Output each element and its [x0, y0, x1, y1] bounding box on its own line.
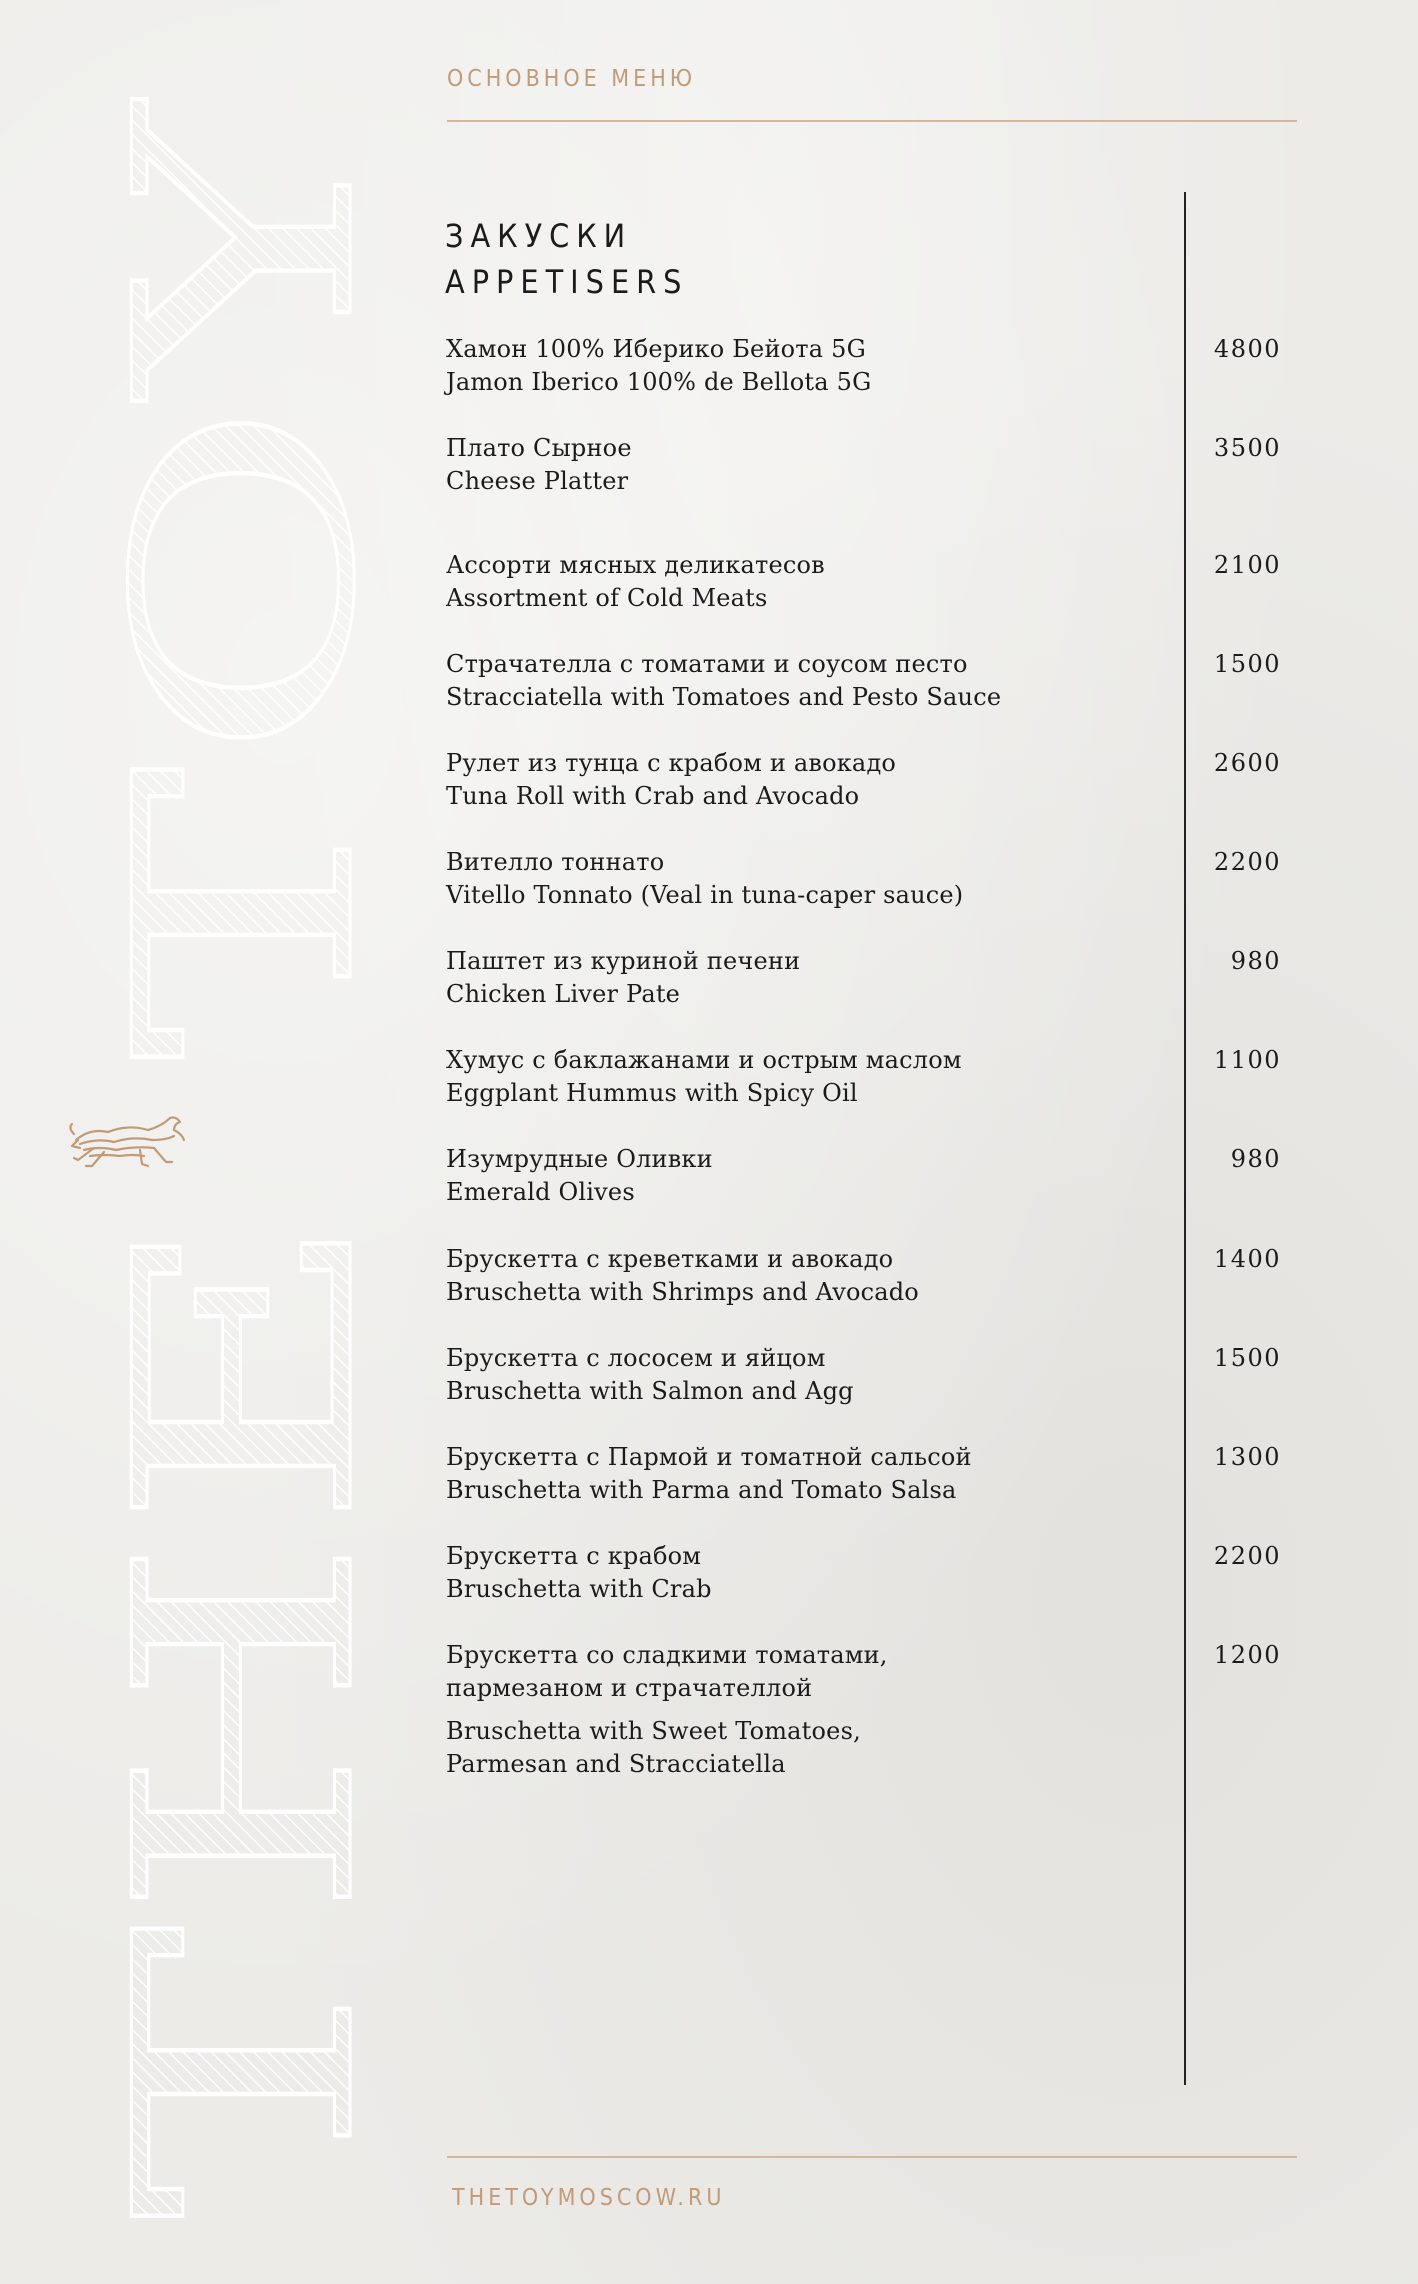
website-link[interactable]: THETOYMOSCOW.RU [452, 2185, 726, 2211]
menu-item [446, 432, 1326, 498]
bottom-divider [447, 2156, 1297, 2158]
running-dog-icon [70, 1110, 188, 1170]
menu-item [446, 1639, 1326, 1781]
item-price: 2600 [1213, 749, 1281, 777]
item-name-ru: Плато Сырное [446, 434, 632, 462]
menu-item [446, 846, 1326, 912]
menu-item [446, 648, 1326, 714]
brand-logo-text: THE TOY [72, 785, 421, 2220]
item-price: 2200 [1213, 1542, 1281, 1570]
item-name-ru: Брускетта со сладкими томатами, пармезаном и страчателлой [446, 1641, 888, 1702]
item-name-en: Vitello Tonnato (Veal in tuna-caper sauce) [446, 881, 964, 909]
menu-item [446, 549, 1326, 615]
section-label: ОСНОВНОЕ МЕНЮ [447, 66, 697, 92]
menu-item [446, 1243, 1326, 1309]
item-name-en: Bruschetta with Sweet Tomatoes, Parmesan and Stracciatella [446, 1717, 861, 1778]
item-price: 1500 [1213, 1344, 1281, 1372]
item-price: 1400 [1213, 1245, 1281, 1273]
item-name-ru: Брускетта с крабом [446, 1542, 702, 1570]
category-heading-ru: ЗАКУСКИ [445, 217, 633, 255]
item-price: 2100 [1213, 551, 1281, 579]
item-name-en: Bruschetta with Salmon and Agg [446, 1377, 854, 1405]
item-name-ru: Ассорти мясных деликатесов [446, 551, 825, 579]
item-name-en: Jamon Iberico 100% de Bellota 5G [446, 368, 872, 396]
item-name-en: Assortment of Cold Meats [446, 584, 768, 612]
item-name-en: Eggplant Hummus with Spicy Oil [446, 1079, 858, 1107]
item-name-ru: Хамон 100% Иберико Бейота 5G [446, 335, 866, 363]
item-price: 1500 [1213, 650, 1281, 678]
top-divider [447, 120, 1297, 122]
category-heading-en: APPETISERS [445, 263, 689, 301]
item-name-en: Emerald Olives [446, 1178, 635, 1206]
item-name-en: Cheese Platter [446, 467, 629, 495]
item-price: 2200 [1213, 848, 1281, 876]
item-name-ru: Брускетта с Пармой и томатной сальсой [446, 1443, 972, 1471]
item-name-ru: Вителло тоннато [446, 848, 665, 876]
item-name-en: Tuna Roll with Crab and Avocado [446, 782, 860, 810]
item-name-ru: Изумрудные Оливки [446, 1145, 713, 1173]
item-name-en: Bruschetta with Crab [446, 1575, 712, 1603]
menu-item [446, 945, 1326, 1011]
item-price: 980 [1230, 1145, 1281, 1173]
category-heading [445, 213, 688, 305]
item-price: 1300 [1213, 1443, 1281, 1471]
menu-item [446, 1441, 1326, 1507]
item-name-ru: Хумус с баклажанами и острым маслом [446, 1046, 962, 1074]
item-name-en: Chicken Liver Pate [446, 980, 681, 1008]
menu-item [446, 1044, 1326, 1110]
menu-item [446, 1540, 1326, 1606]
item-name-ru: Паштет из куриной печени [446, 947, 801, 975]
menu-item [446, 1342, 1326, 1408]
menu-item [446, 1143, 1326, 1209]
item-name-ru: Рулет из тунца с крабом и авокадо [446, 749, 897, 777]
item-price: 980 [1230, 947, 1281, 975]
item-price: 1200 [1213, 1641, 1281, 1669]
menu-item [446, 333, 1326, 399]
item-name-ru: Страчателла с томатами и соусом песто [446, 650, 968, 678]
item-name-ru: Брускетта с лососем и яйцом [446, 1344, 826, 1372]
item-name-en: Bruschetta with Parma and Tomato Salsa [446, 1476, 957, 1504]
item-price: 1100 [1213, 1046, 1281, 1074]
menu-item [446, 747, 1326, 813]
item-name-en: Bruschetta with Shrimps and Avocado [446, 1278, 919, 1306]
item-name-ru: Брускетта с креветками и авокадо [446, 1245, 894, 1273]
item-price: 3500 [1213, 434, 1281, 462]
item-name-en: Stracciatella with Tomatoes and Pesto Sauce [446, 683, 1002, 711]
item-price: 4800 [1213, 335, 1281, 363]
